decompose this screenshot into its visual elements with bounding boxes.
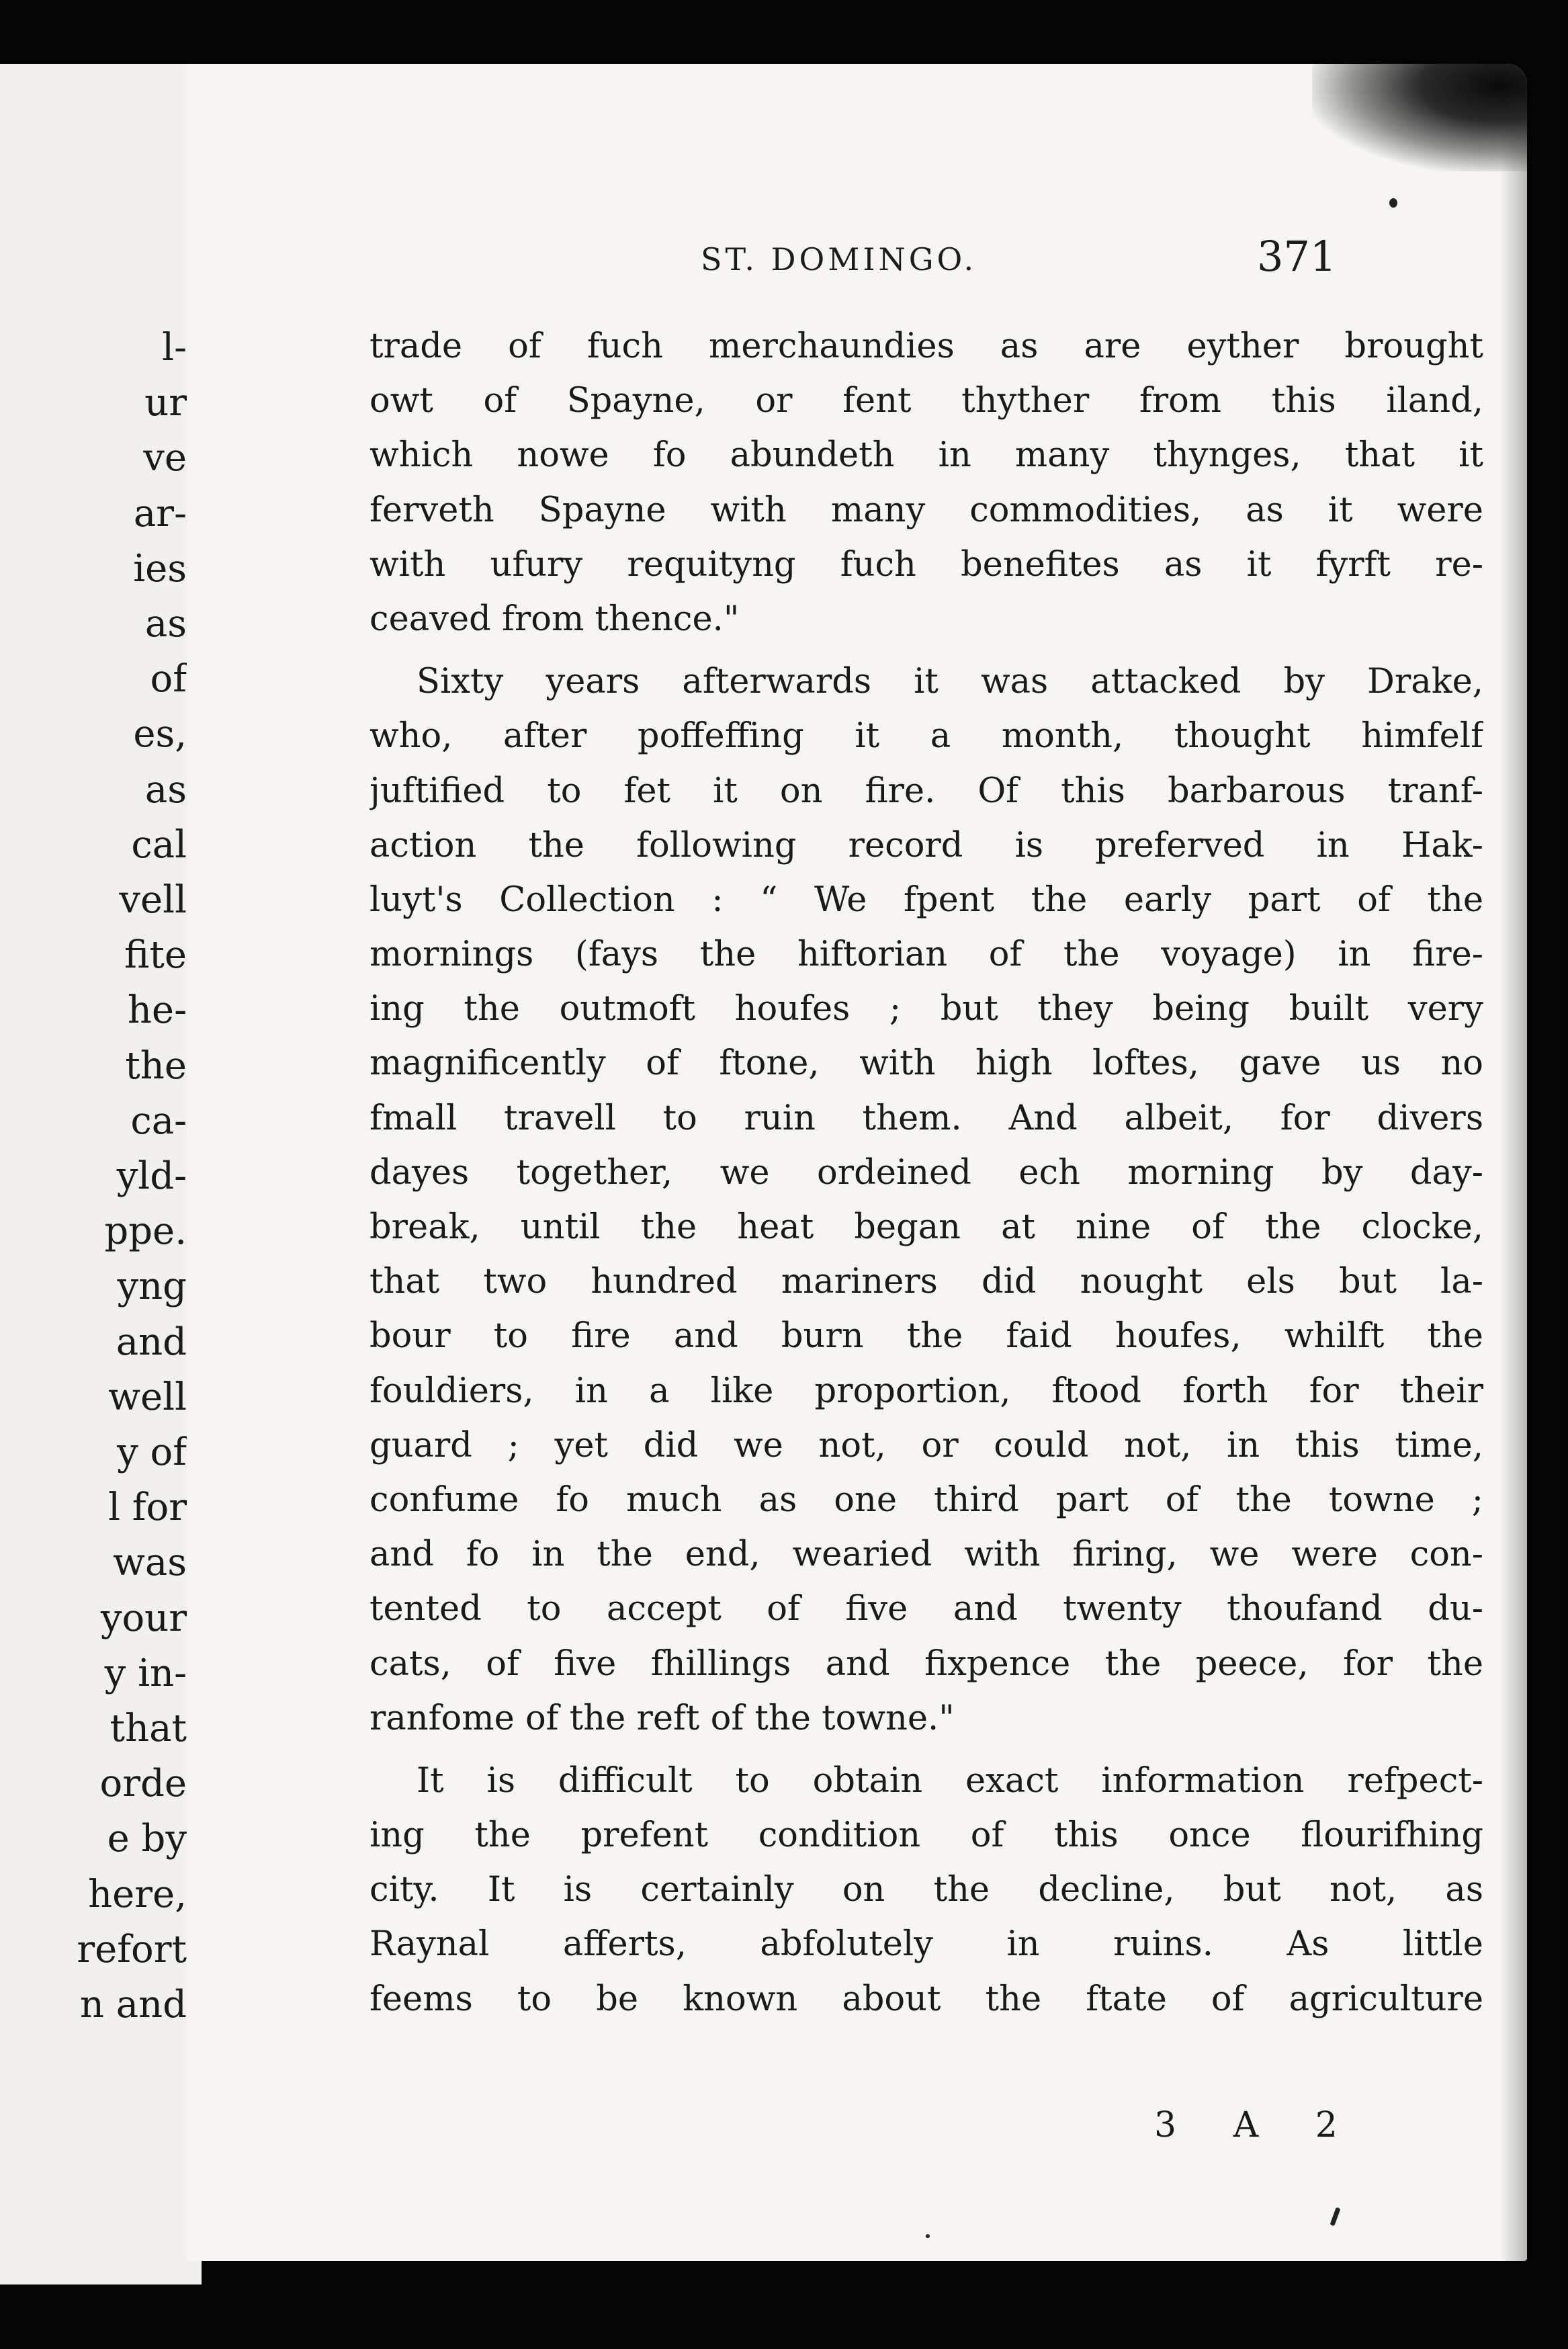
ink-speck: [1389, 198, 1397, 208]
page-number: 371: [1257, 232, 1337, 281]
facing-page-line-fragment: e by: [107, 1817, 187, 1861]
corner-stain: [1312, 64, 1527, 171]
text-line: trade of fuch merchaundies as are eyther brought: [369, 327, 1483, 366]
text-line: ferveth Spayne with many commodities, as it were: [369, 490, 1483, 530]
ink-speck: [926, 2234, 930, 2238]
text-line: owt of Spayne, or fent thyther from this iland,: [369, 381, 1483, 421]
text-line: confume fo much as one third part of the towne ;: [369, 1480, 1483, 1520]
text-line: cats, of five fhillings and fixpence the peece, for the: [369, 1643, 1483, 1684]
facing-page-line-fragment: refort: [77, 1927, 187, 1971]
text-line: ing the outmoft houfes ; but they being built very: [369, 989, 1483, 1029]
facing-page-line-fragment: fite: [124, 933, 187, 978]
text-line: with ufury requityng fuch benefites as it fyrft re-: [369, 544, 1483, 585]
text-line: tented to accept of five and twenty thoufand du-: [369, 1589, 1483, 1629]
text-line: ing the prefent condition of this once flourifhing: [369, 1816, 1483, 1856]
text-line: fouldiers, in a like proportion, ftood forth for their: [369, 1371, 1483, 1411]
text-line: which nowe fo abundeth in many thynges, that it: [369, 435, 1483, 476]
facing-page-line-fragment: n and: [79, 1983, 187, 2026]
text-line: ceaved from thence.": [369, 599, 740, 639]
text-line: break, until the heat began at nine of the clocke,: [369, 1207, 1483, 1247]
facing-page-line-fragment: vell: [119, 878, 187, 922]
facing-page-line-fragment: of: [150, 657, 187, 701]
text-line: Raynal afferts, abfolutely in ruins. As little: [369, 1924, 1483, 1965]
facing-page-line-fragment: he-: [127, 988, 187, 1033]
facing-page-line-fragment: here,: [88, 1872, 187, 1916]
text-line: mornings (fays the hiftorian of the voyage) in fire-: [369, 935, 1483, 975]
book-page: [187, 64, 1527, 2261]
facing-page-line-fragment: ppe.: [104, 1209, 187, 1254]
facing-page-line-fragment: y in-: [104, 1651, 187, 1695]
facing-page-line-fragment: orde: [99, 1762, 187, 1806]
text-line: and fo in the end, wearied with firing, we were con-: [369, 1535, 1483, 1575]
facing-page-line-fragment: ar-: [133, 491, 187, 536]
facing-page-line-fragment: ies: [133, 546, 187, 591]
text-line: that two hundred mariners did nought els but la-: [369, 1262, 1483, 1302]
facing-page-line-fragment: as: [144, 767, 187, 812]
facing-page-left: [0, 64, 202, 2284]
text-line: ranfome of the reft of the towne.": [369, 1698, 955, 1738]
text-line: city. It is certainly on the decline, but not, as: [369, 1870, 1483, 1910]
text-line: Sixty years afterwards it was attacked by Drake,: [417, 662, 1483, 702]
text-line: juftified to fet it on fire. Of this barbarous tranf-: [369, 771, 1483, 811]
text-line: dayes together, we ordeined ech morning by day-: [369, 1152, 1483, 1193]
facing-page-line-fragment: l-: [162, 326, 187, 370]
text-line: action the following record is preferved in Hak-: [369, 825, 1483, 865]
facing-page-line-fragment: that: [110, 1707, 187, 1750]
facing-page-line-fragment: well: [108, 1375, 187, 1419]
facing-page-line-fragment: yng: [117, 1265, 187, 1309]
facing-page-line-fragment: ve: [143, 436, 187, 480]
text-line: It is difficult to obtain exact information refpect-: [417, 1760, 1483, 1801]
facing-page-line-fragment: as: [144, 602, 187, 646]
text-line: bour to fire and burn the faid houfes, whilft the: [369, 1316, 1483, 1357]
paragraph-gap: [369, 646, 1483, 654]
text-line: magnificently of ftone, with high loftes, gave us no: [369, 1043, 1483, 1084]
facing-page-line-fragment: yld-: [116, 1154, 187, 1198]
facing-page-line-fragment: ca-: [130, 1099, 187, 1143]
facing-page-line-fragment: y of: [117, 1430, 187, 1474]
facing-page-line-fragment: your: [100, 1596, 187, 1640]
body-text: [369, 319, 1483, 2026]
text-line: luyt's Collection : “ We fpent the early part of the: [369, 880, 1483, 920]
text-line: fmall travell to ruin them. And albeit, for divers: [369, 1098, 1483, 1138]
page-edge-shadow: [1500, 64, 1527, 2261]
text-line: guard ; yet did we not, or could not, in this time,: [369, 1425, 1483, 1465]
running-head-title: ST. DOMINGO.: [701, 241, 977, 277]
facing-page-line-fragment: es,: [133, 712, 187, 757]
ink-speck: [1330, 2207, 1340, 2227]
facing-page-line-fragment: and: [116, 1320, 187, 1364]
running-head: [187, 232, 1527, 298]
facing-page-line-fragment: the: [125, 1043, 187, 1088]
signature-mark: 3 A 2: [1154, 2105, 1360, 2145]
text-line: feems to be known about the ftate of agriculture: [369, 1979, 1483, 2019]
facing-page-line-fragment: ur: [144, 381, 187, 425]
facing-page-line-fragment: cal: [131, 822, 187, 867]
paragraph-gap: [369, 1746, 1483, 1754]
facing-page-line-fragment: l for: [108, 1486, 187, 1530]
text-line: who, after poffeffing it a month, thought himfelf: [369, 716, 1483, 757]
facing-page-line-fragment: was: [112, 1541, 187, 1585]
